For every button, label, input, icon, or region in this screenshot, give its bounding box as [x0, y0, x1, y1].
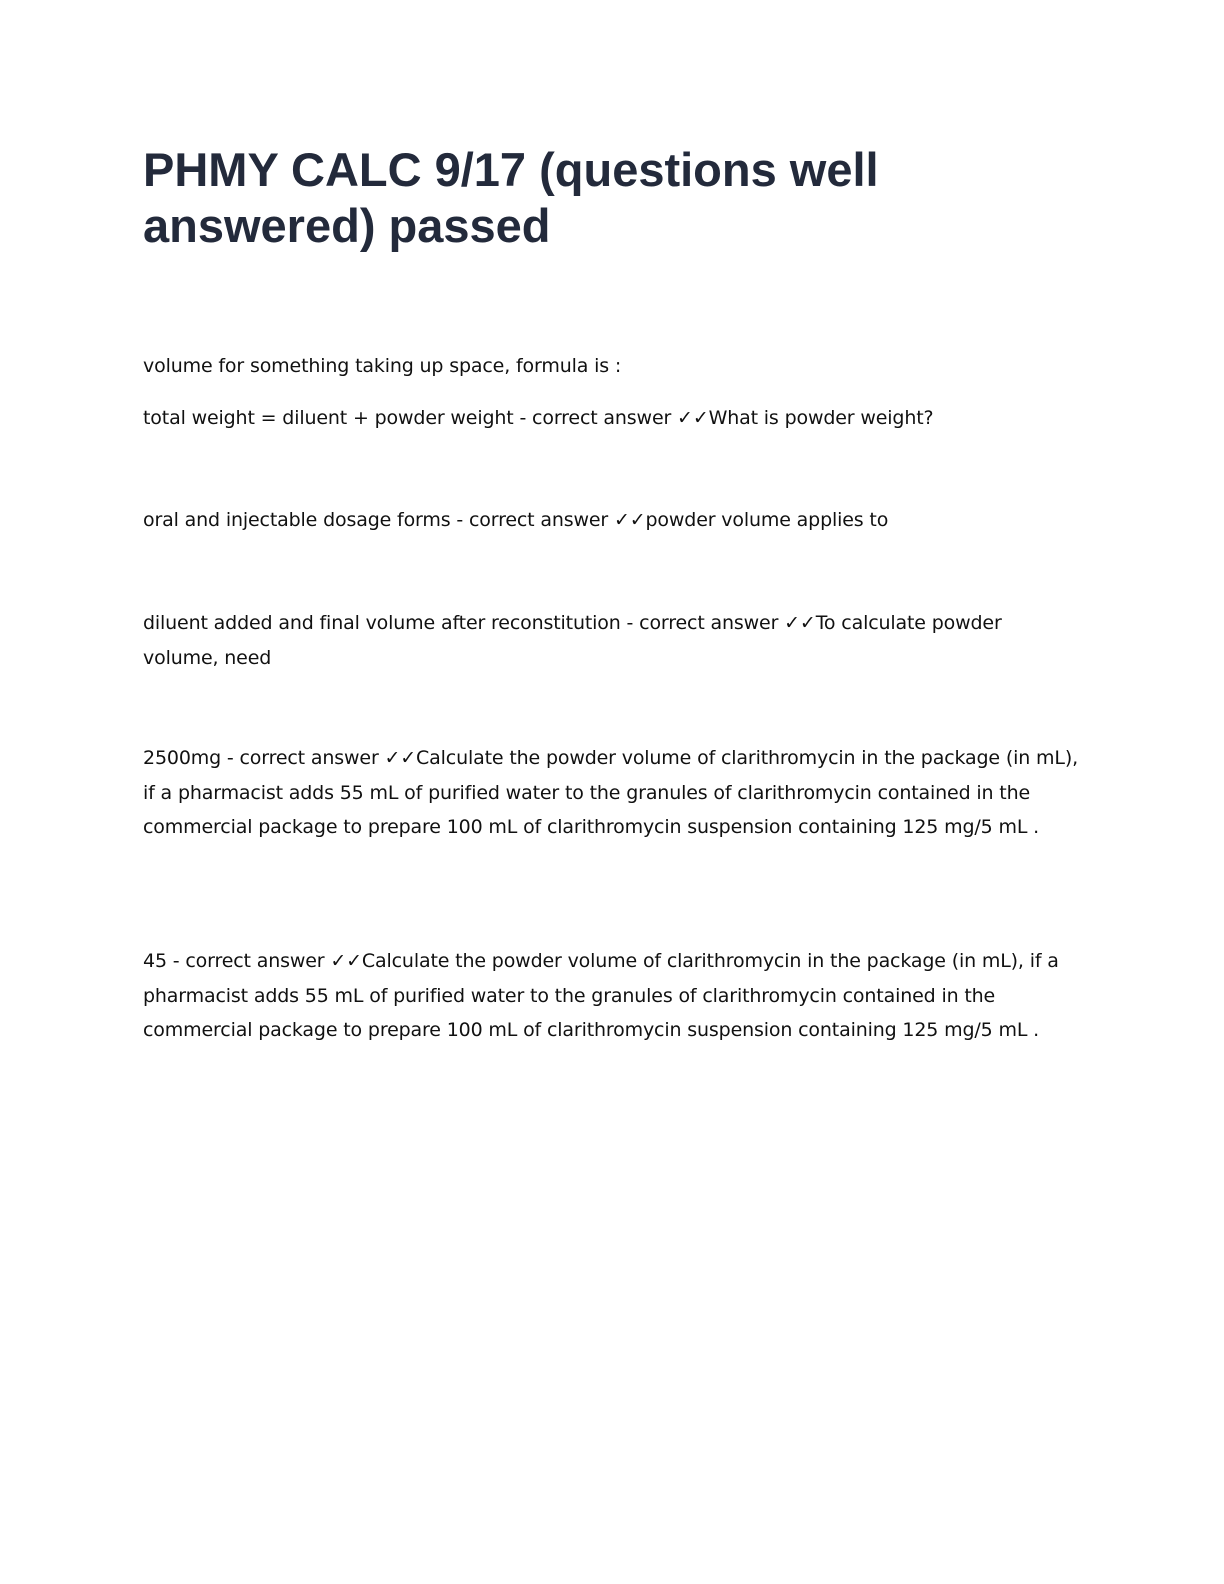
qa-item — [143, 606, 1078, 675]
double-check-icon: ✓✓ — [330, 950, 362, 972]
answer-text: oral and injectable dosage forms - correct answer — [143, 509, 614, 531]
question-text: What is powder weight? — [708, 407, 934, 429]
qa-item — [143, 401, 1078, 436]
qa-item — [143, 944, 1078, 1048]
question-text: Calculate the powder volume of clarithromycin in the package (in mL), if a pharmacist adds 55 mL of purified water to the granules of clarithromycin contained in the commercial package to prepare 100 mL of clarithromycin suspension containing 125 mg/5 mL . — [143, 950, 1059, 1041]
double-check-icon: ✓✓ — [613, 509, 646, 531]
question-text: To calculate powder volume, need — [143, 612, 1002, 669]
question-text: powder volume applies to — [645, 509, 889, 531]
answer-text: total weight = diluent + powder weight - correct answer — [143, 407, 678, 429]
answer-text: 2500mg - correct answer — [143, 747, 385, 769]
double-check-icon: ✓✓ — [784, 612, 816, 634]
double-check-icon: ✓✓ — [677, 407, 709, 429]
answer-text: diluent added and final volume after reconstitution - correct answer — [143, 612, 785, 634]
qa-item — [143, 503, 1078, 538]
answer-text: 45 - correct answer — [143, 950, 331, 972]
qa-item — [143, 741, 1078, 845]
page-title: PHMY CALC 9/17 (questions well answered) passed — [143, 143, 879, 252]
double-check-icon: ✓✓ — [384, 747, 417, 769]
intro-text: volume for something taking up space, formula is : — [143, 355, 622, 377]
question-text: Calculate the powder volume of clarithromycin in the package (in mL), if a pharmacist adds 55 mL of purified water to the granules of clarithromycin contained in the commercial package to prepare 100 mL of clarithromycin suspension containing 125 mg/5 mL . — [143, 747, 1078, 838]
